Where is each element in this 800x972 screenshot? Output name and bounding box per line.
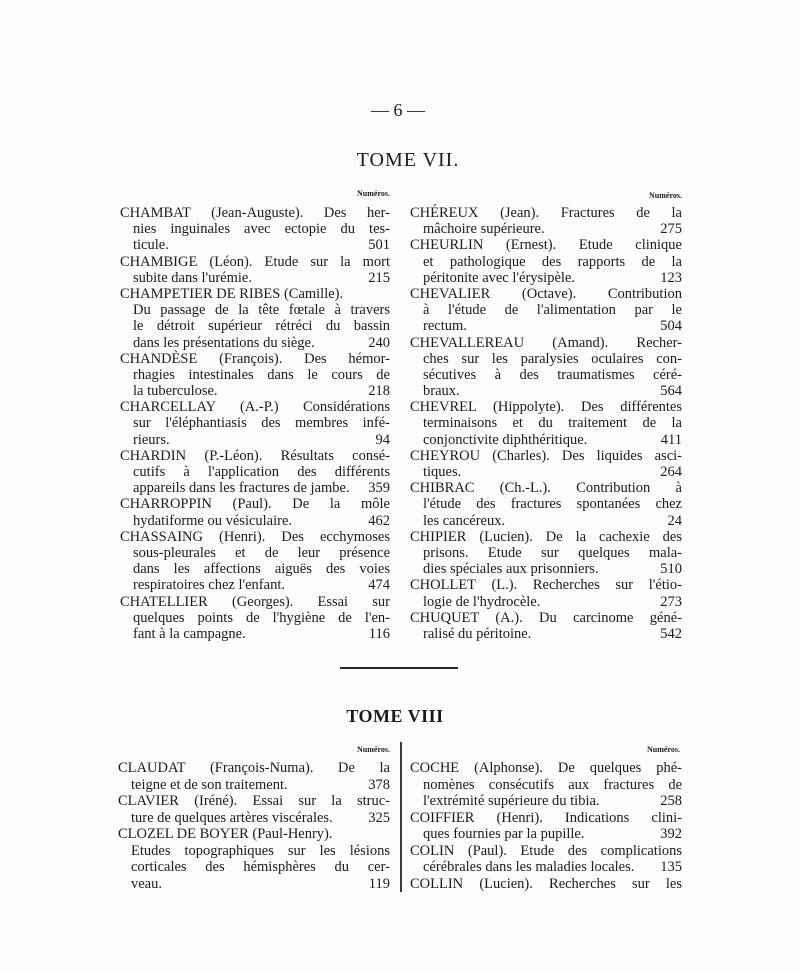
entry-text: les cancéreux. (423, 512, 506, 529)
index-entry (410, 399, 682, 448)
index-entry (410, 448, 682, 480)
entry-first-line (410, 876, 682, 893)
entry-text: et pathologique des rapports de la (423, 253, 682, 270)
entry-number: 218 (368, 383, 390, 400)
entry-text: péritonite avec l'érysipèle. (423, 269, 575, 286)
right-column (410, 760, 682, 892)
entry-first-line (410, 577, 682, 593)
entry-author-title: CHEVREL (Hippolyte). Des différentes (410, 399, 682, 416)
entry-text: tiques. (423, 464, 462, 480)
entry-text: appareils dans les fractures de jambe. (133, 480, 350, 497)
left-column (118, 760, 390, 892)
entry-number: 275 (660, 221, 682, 238)
entry-author-title: CHIBRAC (Ch.-L.). Contribution à (410, 480, 682, 497)
entry-line (410, 464, 682, 480)
entry-first-line (118, 760, 390, 777)
index-entry (120, 399, 390, 448)
entry-text: terminaisons et du traitement de la (423, 415, 682, 432)
entry-text: dies spéciales aux prisonniers. (423, 561, 599, 578)
entry-author-title: CHATELLIER (Georges). Essai sur (120, 593, 390, 610)
page-number: — 6 — (371, 100, 425, 120)
entry-line (410, 793, 682, 810)
entry-text: ches sur les paralysies oculaires con- (423, 350, 682, 367)
entry-author-title: CHASSAING (Henri). Des ecchymoses (120, 528, 390, 545)
index-entry (118, 760, 390, 793)
index-entry (120, 351, 390, 400)
entry-number: 215 (368, 269, 390, 286)
entry-author-title: CHARDIN (P.-Léon). Résultats consé- (120, 447, 390, 464)
entry-text: l'étude des fractures spontanées chez (423, 496, 682, 513)
index-entry (120, 448, 390, 497)
entry-number: 123 (660, 269, 682, 286)
entry-author-title: CHEVALLEREAU (Amand). Recher- (410, 334, 682, 351)
entry-number: 325 (368, 809, 390, 826)
entry-author-title: COIFFIER (Henri). Indications clini- (410, 809, 682, 826)
entry-line (410, 561, 682, 577)
entry-text: prisons. Etude sur quelques mala- (423, 544, 682, 561)
entry-text: dans les présentations du siège. (133, 334, 315, 351)
entry-first-line (120, 205, 390, 221)
entry-line (120, 545, 390, 561)
entry-line (410, 302, 682, 318)
entry-line (118, 876, 390, 893)
entry-text: dans les affections aiguës des voies (133, 561, 390, 578)
index-entry (118, 826, 390, 892)
entry-text: nies inguinales avec ectopie du tes- (133, 221, 390, 238)
entry-first-line (410, 237, 682, 253)
entry-number: 24 (667, 512, 682, 529)
entry-line (410, 351, 682, 367)
entry-line (410, 221, 682, 237)
entry-first-line (118, 826, 390, 843)
entry-line (118, 843, 390, 860)
entry-line (120, 383, 390, 399)
entry-line (120, 302, 390, 318)
entry-text: sous-pleurales et de leur présence (133, 544, 390, 561)
entry-first-line (120, 496, 390, 512)
index-entry (120, 496, 390, 528)
entry-line (410, 270, 682, 286)
entry-text: mâchoire supérieure. (423, 221, 545, 238)
entry-text: la tuberculose. (133, 383, 218, 400)
entry-line (410, 415, 682, 431)
entry-text: ticule. (133, 237, 169, 254)
entry-number: 378 (368, 776, 390, 793)
entry-author-title: CLAVIER (Iréné). Essai sur la struc- (118, 793, 390, 809)
entry-line (410, 383, 682, 399)
entry-line (410, 318, 682, 334)
entry-author-title: CHARCELLAY (A.-P.) Considérations (120, 399, 390, 416)
index-entry (410, 577, 682, 609)
entry-line (118, 859, 390, 876)
entry-line (120, 513, 390, 529)
entry-author-title: CHIPIER (Lucien). De la cachexie des (410, 528, 682, 545)
entry-line (120, 318, 390, 334)
entry-text: quelques points de l'hygiène de l'en- (133, 609, 390, 626)
entry-number: 542 (660, 625, 682, 642)
entry-line (410, 626, 682, 642)
entry-first-line (120, 286, 390, 302)
entry-text: rectum. (423, 318, 467, 335)
index-entry (410, 760, 682, 810)
entry-author-title: CLOZEL DE BOYER (Paul-Henry). (118, 826, 333, 842)
entry-first-line (410, 205, 682, 221)
entry-text: rhagies intestinales dans le cours de (133, 366, 390, 383)
entry-text: ture de quelques artères viscérales. (131, 809, 333, 826)
entry-text: ques fournies par la pupille. (423, 826, 585, 842)
numbers-header-left: Numéros. (357, 745, 390, 754)
entry-first-line (120, 351, 390, 367)
entry-number: 462 (368, 512, 390, 529)
entry-line (120, 270, 390, 286)
entry-number: 135 (660, 859, 682, 875)
entry-number: 359 (368, 480, 390, 497)
entry-line (410, 859, 682, 876)
entry-line (118, 777, 390, 794)
entry-number: 564 (660, 383, 682, 400)
entry-line (410, 367, 682, 383)
entry-line (120, 367, 390, 383)
entry-first-line (120, 254, 390, 270)
entry-text: à l'étude de l'alimentation par le (423, 302, 682, 319)
entry-number: 474 (368, 577, 390, 594)
entry-first-line (410, 529, 682, 545)
entry-first-line (410, 399, 682, 415)
entry-line (410, 777, 682, 794)
index-entry (120, 286, 390, 351)
entry-text: Etudes topographiques sur les lésions (131, 842, 390, 859)
entry-author-title: CHANDÈSE (François). Des hémor- (120, 350, 390, 367)
entry-line (410, 594, 682, 610)
index-entry (410, 810, 682, 843)
entry-text: teigne et de son traitement. (131, 776, 288, 793)
entry-author-title: CHAMBIGE (Léon). Etude sur la mort (120, 253, 390, 270)
entry-number: 258 (660, 793, 682, 809)
entry-number: 119 (368, 875, 390, 892)
index-entry (410, 480, 682, 529)
entry-line (120, 561, 390, 577)
section-divider (340, 667, 458, 669)
entry-line (120, 335, 390, 351)
entry-number: 240 (368, 334, 390, 351)
entry-text: le détroit supérieur rétréci du bassin (133, 318, 390, 335)
entry-line (120, 432, 390, 448)
entry-line (410, 254, 682, 270)
entry-text: corticales des hémisphères du cer- (131, 859, 390, 875)
index-entry (120, 529, 390, 594)
entry-text: l'extrémité supérieure du tibia. (423, 793, 600, 809)
entry-line (410, 496, 682, 512)
entry-text: fant à la campagne. (133, 625, 246, 642)
entry-author-title: CHEURLIN (Ernest). Etude clinique (410, 237, 682, 254)
entry-text: cérébrales dans les maladies locales. (423, 859, 635, 875)
index-entry (410, 205, 682, 237)
entry-line (120, 610, 390, 626)
entry-author-title: CHOLLET (L.). Recherches sur l'étio- (410, 577, 682, 594)
index-entry (118, 793, 390, 826)
index-entry (410, 335, 682, 400)
entry-first-line (410, 810, 682, 827)
entry-line (118, 810, 390, 827)
entry-author-title: CHAMBAT (Jean-Auguste). Des her- (120, 205, 390, 221)
entry-author-title: COLIN (Paul). Etude des complications (410, 842, 682, 859)
entry-text: conjonctivite diphthéritique. (423, 431, 588, 448)
right-column (410, 205, 682, 642)
section-title: TOME VII. (356, 149, 460, 171)
entry-number: 411 (660, 431, 682, 448)
entry-first-line (120, 399, 390, 415)
entry-first-line (410, 286, 682, 302)
index-entry (410, 610, 682, 642)
entry-first-line (120, 529, 390, 545)
entry-text: cutifs à l'application des différents (133, 464, 390, 480)
entry-text: braux. (423, 383, 460, 400)
column-divider (400, 742, 402, 892)
entry-author-title: COCHE (Alphonse). De quelques phé- (410, 760, 682, 776)
entry-number: 116 (368, 625, 390, 642)
entry-number: 392 (660, 826, 682, 842)
entry-author-title: CHUQUET (A.). Du carcinome géné- (410, 609, 682, 626)
entry-line (120, 237, 390, 253)
entry-number: 94 (375, 431, 390, 448)
entry-text: ralisé du péritoine. (423, 625, 532, 642)
entry-author-title: CLAUDAT (François-Numa). De la (118, 760, 390, 776)
entry-number: 504 (660, 318, 682, 335)
entry-author-title: COLLIN (Lucien). Recherches sur les (410, 875, 682, 892)
entry-line (410, 826, 682, 843)
entry-text: nomènes consécutifs aux fractures de (423, 776, 682, 793)
entry-first-line (410, 610, 682, 626)
index-entry (410, 237, 682, 286)
entry-number: 264 (660, 464, 682, 480)
entry-first-line (120, 594, 390, 610)
index-entry (410, 529, 682, 578)
left-column (120, 205, 390, 642)
entry-text: sur l'éléphantiasis des membres infé- (133, 415, 390, 432)
index-entry (410, 876, 682, 893)
entry-first-line (410, 448, 682, 464)
entry-line (410, 513, 682, 529)
entry-text: subite dans l'urémie. (133, 269, 252, 286)
entry-first-line (410, 843, 682, 860)
entry-text: logie de l'hydrocèle. (423, 593, 541, 610)
entry-text: sécutives à des traumatismes céré- (423, 366, 682, 383)
entry-line (120, 415, 390, 431)
entry-line (410, 432, 682, 448)
entry-line (120, 626, 390, 642)
entry-author-title: CHEYROU (Charles). Des liquides asci- (410, 447, 682, 464)
entry-number: 501 (368, 237, 390, 254)
entry-text: respiratoires chez l'enfant. (133, 577, 285, 594)
index-entry (120, 254, 390, 286)
entry-number: 273 (660, 593, 682, 610)
entry-first-line (120, 448, 390, 464)
section-title: TOME VIII (346, 706, 444, 726)
entry-line (410, 545, 682, 561)
index-entry (410, 843, 682, 876)
entry-line (120, 577, 390, 593)
entry-line (120, 480, 390, 496)
entry-first-line (410, 335, 682, 351)
entry-first-line (410, 760, 682, 777)
entry-author-title: CHARROPPIN (Paul). De la môle (120, 496, 390, 513)
index-entry (120, 205, 390, 254)
entry-text: hydatiforme ou vésiculaire. (133, 512, 293, 529)
entry-number: 510 (660, 561, 682, 578)
numbers-header-right: Numéros. (647, 745, 680, 754)
entry-author-title: CHEVALIER (Octave). Contribution (410, 285, 682, 302)
index-entry (410, 286, 682, 335)
numbers-header-right: Numéros. (649, 191, 682, 200)
entry-text: Du passage de la tête fœtale à travers (133, 302, 390, 319)
entry-line (120, 221, 390, 237)
numbers-header-left: Numéros. (357, 189, 390, 198)
entry-author-title: CHAMPETIER DE RIBES (Camille). (120, 285, 344, 302)
entry-line (120, 464, 390, 480)
entry-text: rieurs. (133, 431, 170, 448)
entry-author-title: CHÉREUX (Jean). Fractures de la (410, 205, 682, 221)
entry-first-line (410, 480, 682, 496)
index-entry (120, 594, 390, 643)
entry-text: veau. (131, 875, 162, 892)
entry-first-line (118, 793, 390, 810)
